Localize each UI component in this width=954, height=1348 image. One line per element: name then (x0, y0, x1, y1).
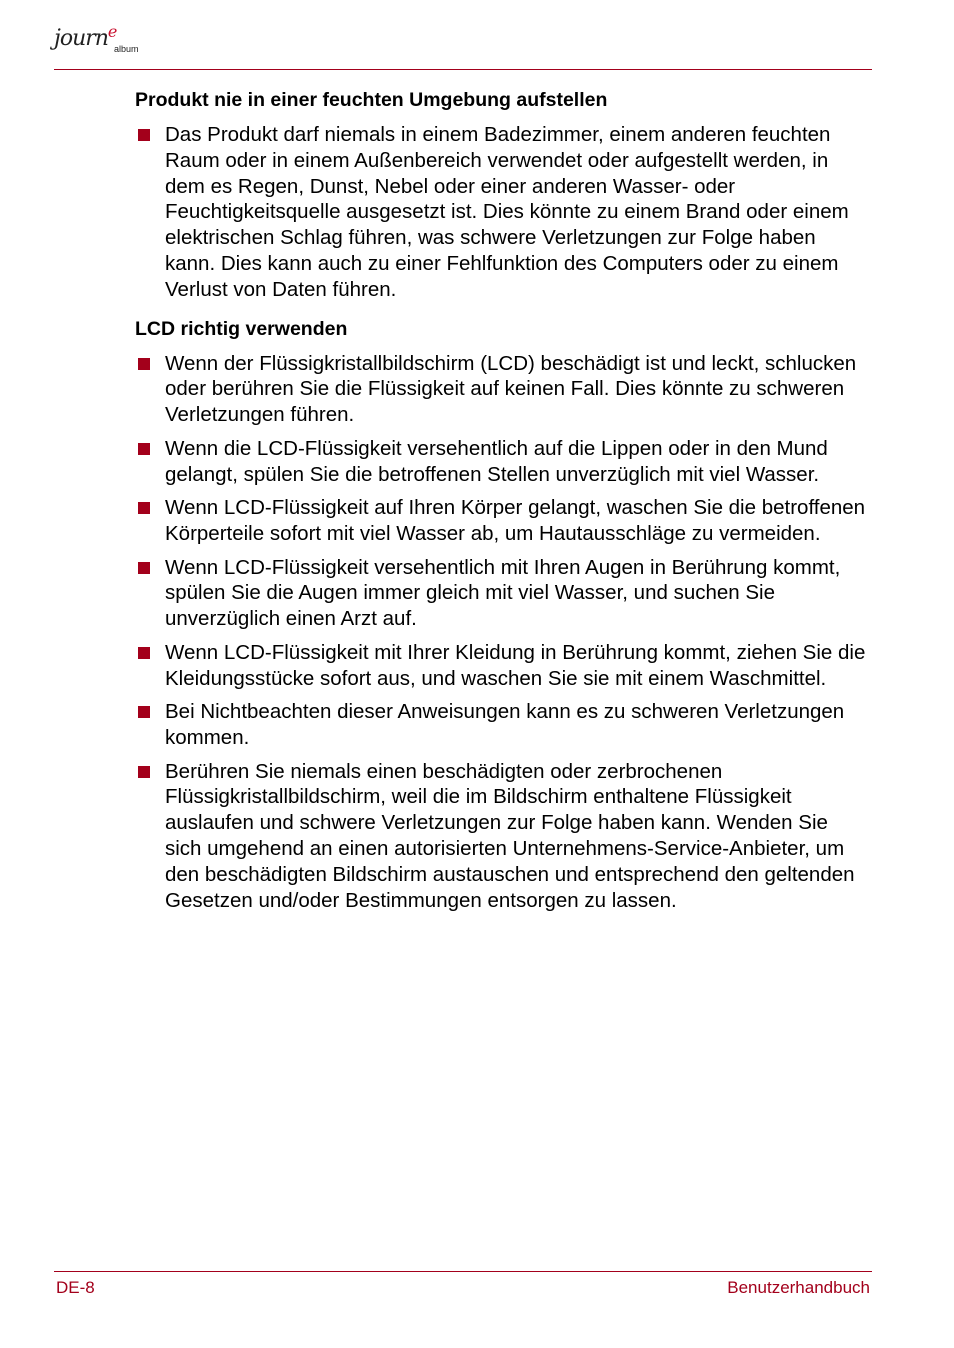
list-item-text: Wenn die LCD-Flüssigkeit versehentlich auf die Lippen oder in den Mund gelangt, spülen Sie die betroffenen Stellen unverzüglich mit viel Wasser. (165, 436, 828, 486)
square-bullet-icon (138, 358, 150, 370)
journe-album-logo (54, 22, 154, 62)
bullet-list (135, 122, 870, 303)
section-lcd (135, 317, 870, 914)
logo-accent: e (107, 22, 117, 41)
list-item-text: Bei Nichtbeachten dieser Anweisungen kann es zu schweren Verletzungen kommen. (165, 700, 845, 749)
list-item-text: Wenn der Flüssigkristallbildschirm (LCD) beschädigt ist und leckt, schlucken oder berühren Sie die Flüssigkeit auf keinen Fall. Dies könnte zu schweren Verletzungen führen. (165, 351, 857, 427)
list-item-text: Wenn LCD-Flüssigkeit versehentlich mit Ihren Augen in Berührung kommt, spülen Sie die Augen immer gleich mit viel Wasser, und suchen Sie unverzüglich einen Arzt auf. (165, 555, 841, 631)
header-rule (54, 69, 872, 70)
page-content (135, 88, 870, 913)
section-heading: Produkt nie in einer feuchten Umgebung aufstellen (135, 89, 608, 111)
list-item (135, 555, 870, 632)
list-item (135, 122, 870, 303)
list-item-text: Das Produkt darf niemals in einem Badezimmer, einem anderen feuchten Raum oder in einem Außenbereich verwendet oder aufgestellt werden, in dem es Regen, Dunst, Nebel oder einer anderen Wasser- oder Feuchtigkeitsquelle ausgesetzt ist. Dies könnte zu einem Brand oder einem elektrischen Schlag führen, was schwere Verletzungen zur Folge haben kann. Dies kann auch zu einer Fehlfunktion des Computers oder zu einem Verlust von Daten führen. (165, 123, 849, 301)
logo-sub: album (114, 44, 139, 54)
square-bullet-icon (138, 129, 150, 141)
square-bullet-icon (138, 647, 150, 659)
footer-rule (54, 1271, 872, 1272)
list-item (135, 759, 870, 914)
logo-script: journ$^e$ (54, 22, 117, 51)
list-item (135, 495, 870, 547)
list-item (135, 436, 870, 488)
page-number: DE-8 (56, 1278, 95, 1297)
list-item (135, 699, 870, 751)
square-bullet-icon (138, 562, 150, 574)
document-title: Benutzerhandbuch (727, 1278, 870, 1297)
bullet-list (135, 351, 870, 914)
square-bullet-icon (138, 443, 150, 455)
list-item-text: Wenn LCD-Flüssigkeit auf Ihren Körper gelangt, waschen Sie die betroffenen Körperteile sofort mit viel Wasser ab, um Hautausschläge zu vermeiden. (165, 496, 866, 545)
square-bullet-icon (138, 766, 150, 778)
list-item (135, 351, 870, 428)
section-humidity (135, 88, 870, 303)
square-bullet-icon (138, 502, 150, 514)
section-heading: LCD richtig verwenden (135, 317, 348, 340)
list-item-text: Wenn LCD-Flüssigkeit mit Ihrer Kleidung in Berührung kommt, ziehen Sie die Kleidungsstücke sofort aus, und waschen Sie sie mit einem Waschmittel. (165, 640, 866, 690)
square-bullet-icon (138, 706, 150, 718)
list-item-text: Berühren Sie niemals einen beschädigten oder zerbrochenen Flüssigkristallbildschirm, weil die im Bildschirm enthaltene Flüssigkeit auslaufen und schwere Verletzungen zur Folge haben kann. Wenden Sie sich umgehend an einen autorisierten Unternehmens-Service-Anbieter, um den beschädigten Bildschirm austauschen und entsprechend den geltenden Gesetzen und/oder Bestimmungen entsorgen zu lassen. (165, 759, 855, 912)
list-item (135, 640, 870, 692)
